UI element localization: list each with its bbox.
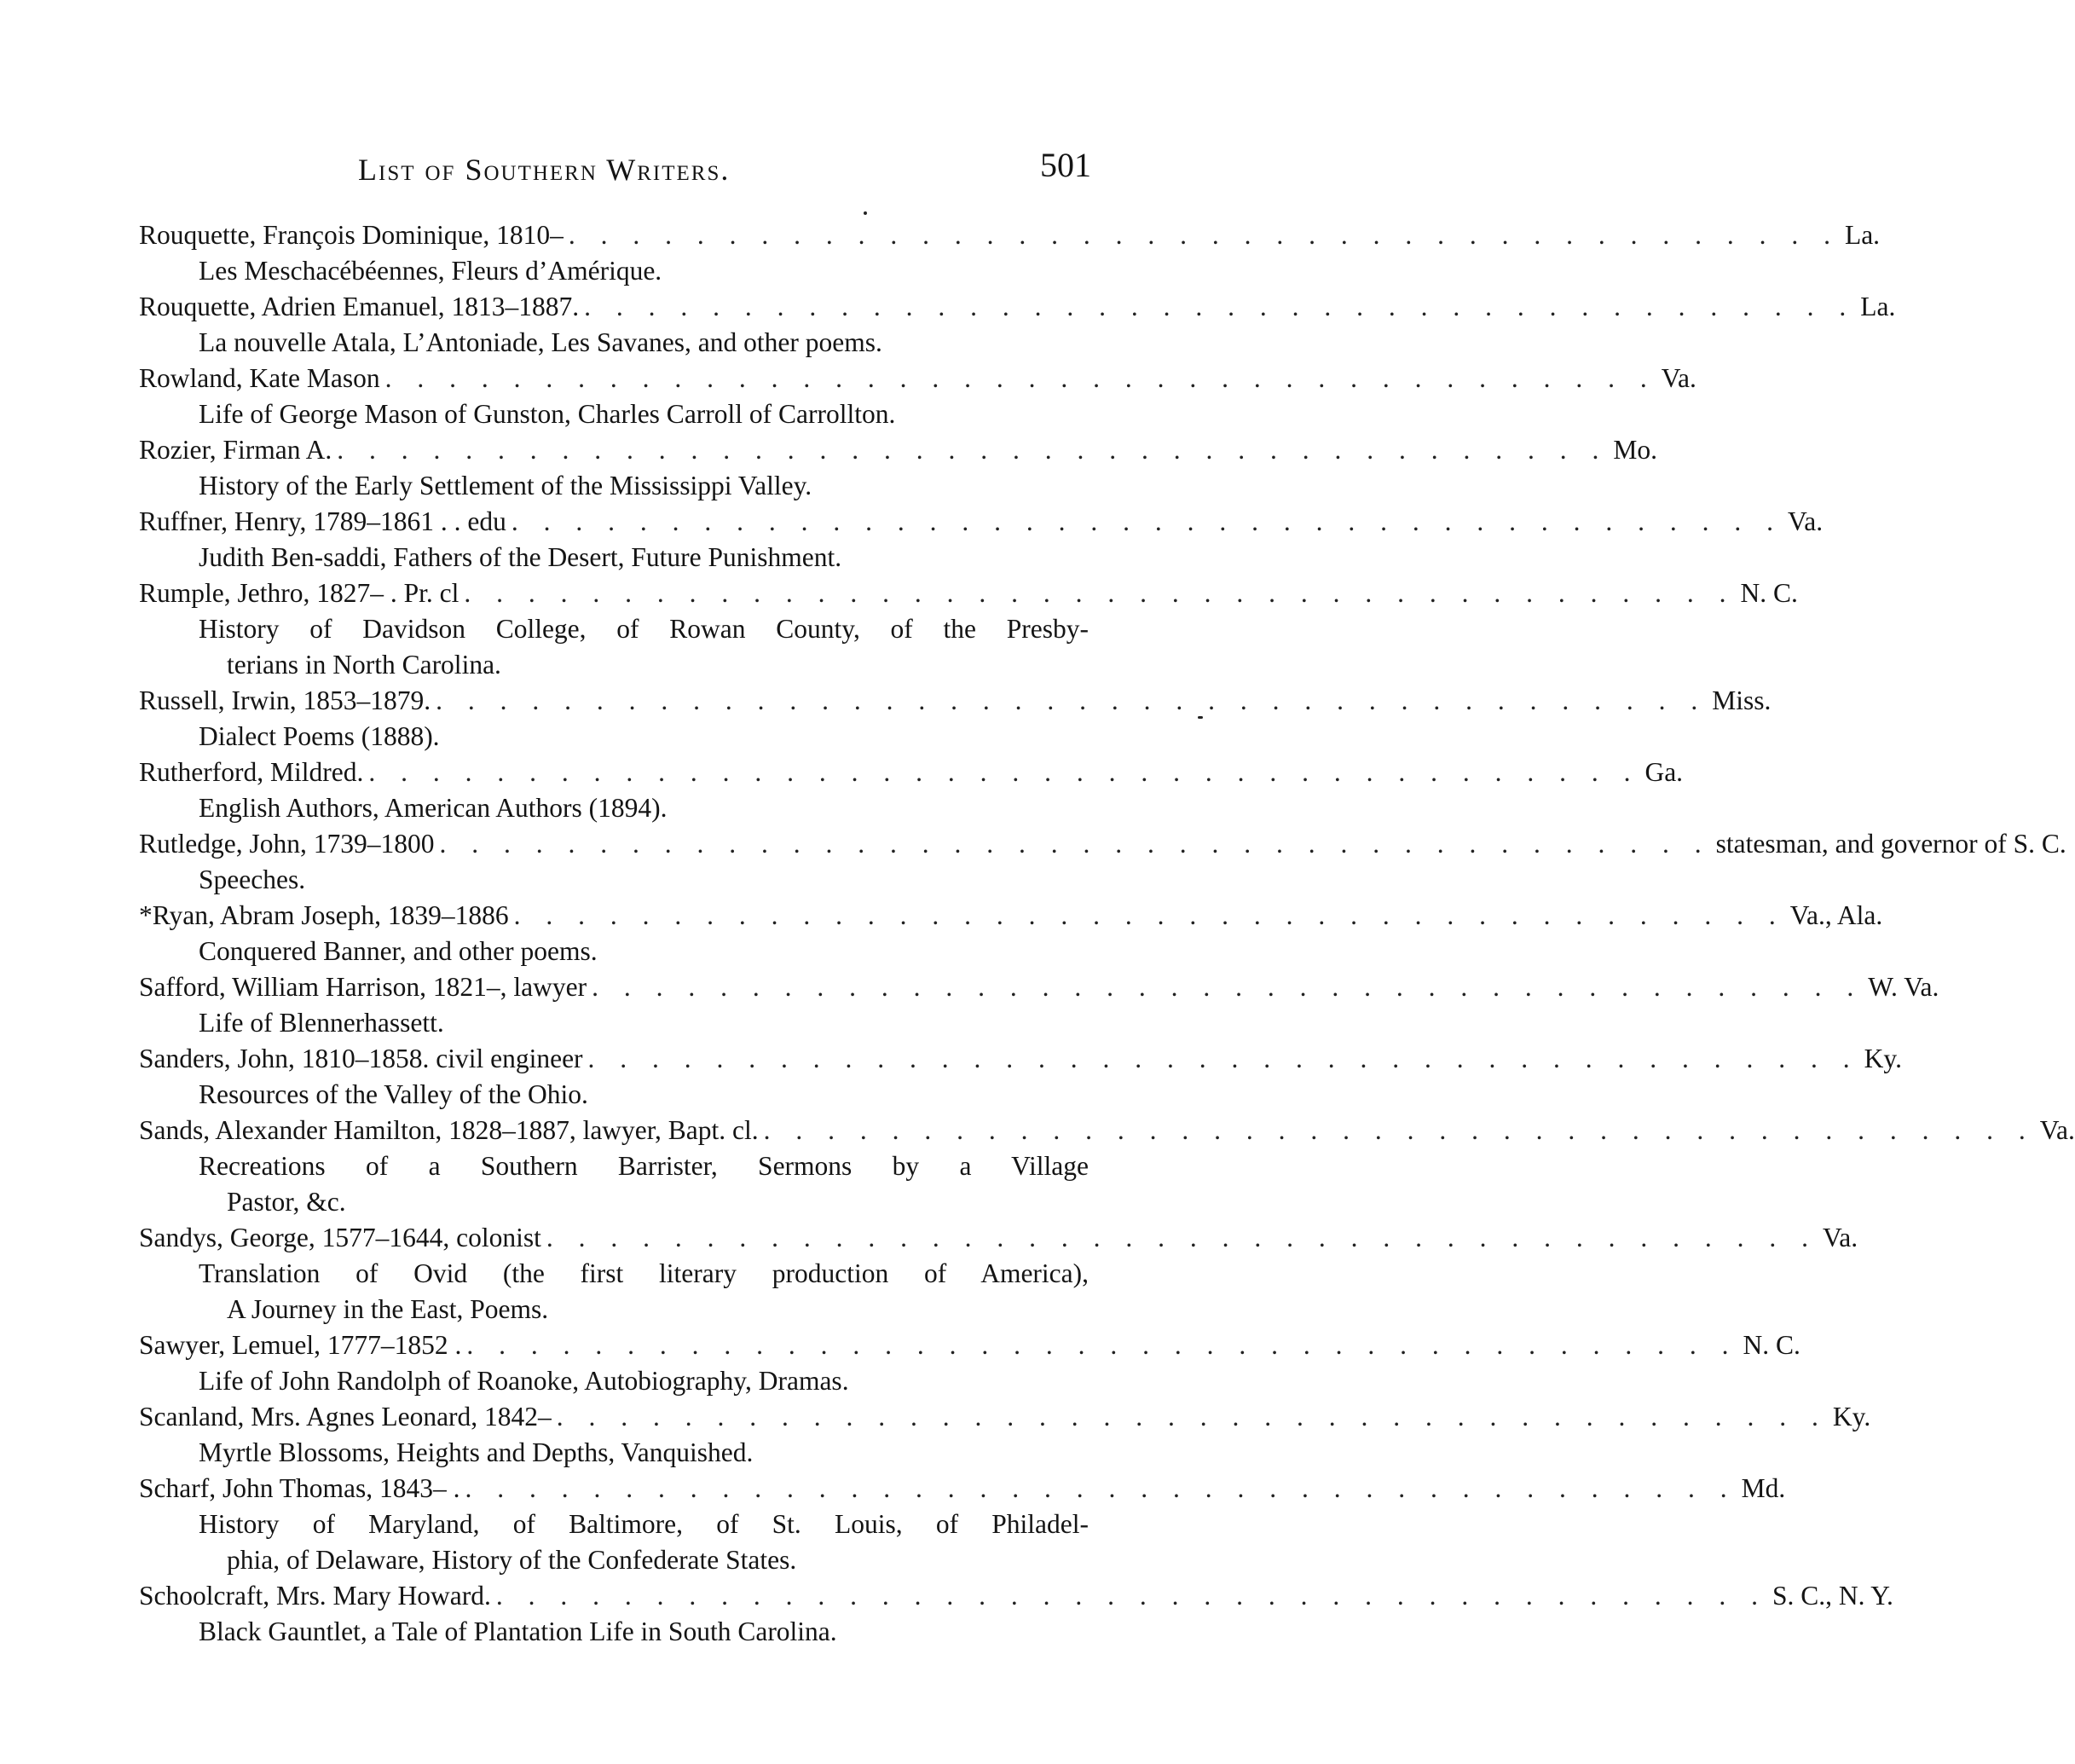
- writer-name: Ruffner, Henry, 1789–1861 . . edu: [139, 506, 506, 536]
- writer-state: Va.: [2039, 1115, 2075, 1145]
- print-speck: [864, 211, 867, 215]
- writer-works: Life of Blennerhassett.: [199, 1008, 444, 1038]
- list-entry: [139, 217, 1881, 253]
- writer-state: Ky.: [1832, 1402, 1871, 1431]
- dot-leader: . . . . . . . . . . . . . . . . . . . . . . . . . . . . . . . . . . . . . . . .: [464, 578, 1736, 608]
- writer-works: Dialect Poems (1888).: [199, 721, 440, 751]
- dot-leader: . . . . . . . . . . . . . . . . . . . . . . . . . . . . . . . . . . . . . . . .: [439, 829, 1711, 859]
- dot-leader: . . . . . . . . . . . . . . . . . . . . . . . . . . . . . . . . . . . . . . . .: [337, 435, 1609, 465]
- writer-name: Rutherford, Mildred.: [139, 757, 364, 787]
- writer-works-continued: A Journey in the East, Poems.: [227, 1294, 549, 1324]
- list-entry: [139, 1399, 1871, 1435]
- dot-leader: . . . . . . . . . . . . . . . . . . . . . . . . . . . . . . . . . . . . . . . .: [587, 1044, 1859, 1073]
- writer-works: Black Gauntlet, a Tale of Plantation Life in South Carolina.: [199, 1617, 837, 1646]
- dot-leader: . . . . . . . . . . . . . . . . . . . . . . . . . . . . . . . . . . . . . . . .: [368, 757, 1640, 787]
- dot-leader: . . . . . . . . . . . . . . . . . . . . . . . . . . . . . . . . . . . . . . . .: [592, 972, 1864, 1002]
- writer-works: La nouvelle Atala, L’Antoniade, Les Savanes, and other poems.: [199, 327, 882, 357]
- writer-state: La.: [1844, 220, 1881, 250]
- writer-name: Rutledge, John, 1739–1800: [139, 829, 435, 859]
- dot-leader: . . . . . . . . . . . . . . . . . . . . . . . . . . . . . . . . . . . . . . . .: [436, 685, 1708, 715]
- list-entry: [139, 1471, 1786, 1507]
- writer-state: Md.: [1741, 1473, 1786, 1503]
- dot-leader: . . . . . . . . . . . . . . . . . . . . . . . . . . . . . . . . . . . . . . . .: [556, 1402, 1828, 1431]
- list-entry: [139, 683, 1772, 719]
- writer-works: History of the Early Settlement of the Mississippi Valley.: [199, 471, 812, 500]
- running-header: [358, 145, 1091, 196]
- writer-name: Sanders, John, 1810–1858. civil engineer: [139, 1044, 583, 1073]
- writer-name: Safford, William Harrison, 1821–, lawyer: [139, 972, 587, 1002]
- list-entry: [139, 361, 1696, 396]
- writer-state: statesman, and governor of S. C.: [1715, 829, 2066, 859]
- writer-name: Rumple, Jethro, 1827– . Pr. cl: [139, 578, 460, 608]
- writer-works: Conquered Banner, and other poems.: [199, 936, 598, 966]
- writer-works: Life of George Mason of Gunston, Charles Carroll of Carrollton.: [199, 399, 896, 429]
- dot-leader: . . . . . . . . . . . . . . . . . . . . . . . . . . . . . . . . . . . . . . . .: [546, 1223, 1818, 1252]
- dot-leader: . . . . . . . . . . . . . . . . . . . . . . . . . . . . . . . . . . . . . . . .: [495, 1581, 1768, 1611]
- writer-state: Va.: [1788, 506, 1824, 536]
- list-entry: [139, 1113, 2075, 1148]
- writer-state: Ky.: [1864, 1044, 1902, 1073]
- writer-works-continued: Pastor, &c.: [227, 1187, 346, 1217]
- list-entry: [139, 826, 2066, 862]
- list-entry: [139, 1220, 1858, 1256]
- writer-works: English Authors, American Authors (1894).: [199, 793, 668, 823]
- list-entry: [139, 1578, 1893, 1614]
- list-entry: [139, 504, 1824, 540]
- writer-works-continued: phia, of Delaware, History of the Confederate States.: [227, 1545, 797, 1575]
- dot-leader: . . . . . . . . . . . . . . . . . . . . . . . . . . . . . . . . . . . . . . . .: [511, 506, 1783, 536]
- writer-works: Resources of the Valley of the Ohio.: [199, 1079, 588, 1109]
- writer-name: Sandys, George, 1577–1644, colonist: [139, 1223, 541, 1252]
- writer-state: Mo.: [1613, 435, 1657, 465]
- list-entry: [139, 898, 1883, 934]
- writer-name: *Ryan, Abram Joseph, 1839–1886: [139, 900, 509, 930]
- writer-name: Sands, Alexander Hamilton, 1828–1887, lawyer, Bapt. cl.: [139, 1115, 759, 1145]
- writer-list: [139, 217, 2075, 1650]
- running-title: List of Southern Writers.: [358, 153, 731, 187]
- dot-leader: . . . . . . . . . . . . . . . . . . . . . . . . . . . . . . . . . . . . . . . .: [466, 1330, 1738, 1360]
- writer-works: Speeches.: [199, 865, 306, 894]
- list-entry: [139, 289, 1896, 325]
- writer-works: Translation of Ovid (the first literary production of America),: [199, 1258, 1089, 1288]
- writer-state: S. C., N. Y.: [1772, 1581, 1893, 1611]
- writer-state: Miss.: [1712, 685, 1772, 715]
- writer-name: Russell, Irwin, 1853–1879.: [139, 685, 431, 715]
- list-entry: [139, 755, 1684, 790]
- writer-works: Judith Ben-saddi, Fathers of the Desert, Future Punishment.: [199, 542, 842, 572]
- writer-state: W. Va.: [1868, 972, 1939, 1002]
- writer-state: Va., Ala.: [1789, 900, 1883, 930]
- writer-name: Rouquette, François Dominique, 1810–: [139, 220, 564, 250]
- list-entry: [139, 432, 1657, 468]
- writer-works-continued: terians in North Carolina.: [227, 650, 501, 680]
- writer-works: History of Maryland, of Baltimore, of St. Louis, of Philadel-: [199, 1509, 1089, 1539]
- writer-name: Rozier, Firman A.: [139, 435, 332, 465]
- writer-name: Rouquette, Adrien Emanuel, 1813–1887.: [139, 292, 580, 321]
- list-entry: [139, 1041, 1902, 1077]
- dot-leader: . . . . . . . . . . . . . . . . . . . . . . . . . . . . . . . . . . . . . . . .: [584, 292, 1856, 321]
- writer-state: Ga.: [1644, 757, 1684, 787]
- list-entry: [139, 969, 1939, 1005]
- writer-works: Recreations of a Southern Barrister, Sermons by a Village: [199, 1151, 1089, 1181]
- writer-state: N. C.: [1743, 1330, 1800, 1360]
- page-number: 501: [1040, 146, 1091, 184]
- writer-state: Va.: [1823, 1223, 1858, 1252]
- writer-works: Les Meschacébéennes, Fleurs d’Amérique.: [199, 256, 662, 286]
- dot-leader: . . . . . . . . . . . . . . . . . . . . . . . . . . . . . . . . . . . . . . . .: [465, 1473, 1737, 1503]
- writer-name: Scanland, Mrs. Agnes Leonard, 1842–: [139, 1402, 552, 1431]
- dot-leader: . . . . . . . . . . . . . . . . . . . . . . . . . . . . . . . . . . . . . . . .: [384, 363, 1656, 393]
- writer-state: Va.: [1661, 363, 1696, 393]
- writer-works: History of Davidson College, of Rowan County, of the Presby-: [199, 614, 1089, 644]
- writer-works: Life of John Randolph of Roanoke, Autobiography, Dramas.: [199, 1366, 849, 1396]
- writer-name: Sawyer, Lemuel, 1777–1852 .: [139, 1330, 462, 1360]
- dot-leader: . . . . . . . . . . . . . . . . . . . . . . . . . . . . . . . . . . . . . . . .: [513, 900, 1785, 930]
- list-entry: [139, 1327, 1800, 1363]
- writer-name: Schoolcraft, Mrs. Mary Howard.: [139, 1581, 491, 1611]
- writer-state: N. C.: [1740, 578, 1798, 608]
- writer-name: Scharf, John Thomas, 1843– .: [139, 1473, 460, 1503]
- dot-leader: . . . . . . . . . . . . . . . . . . . . . . . . . . . . . . . . . . . . . . . .: [568, 220, 1840, 250]
- writer-works: Myrtle Blossoms, Heights and Depths, Vanquished.: [199, 1437, 754, 1467]
- writer-name: Rowland, Kate Mason: [139, 363, 380, 393]
- writer-state: La.: [1860, 292, 1896, 321]
- dot-leader: . . . . . . . . . . . . . . . . . . . . . . . . . . . . . . . . . . . . . . . .: [763, 1115, 2035, 1145]
- list-entry: [139, 575, 1798, 611]
